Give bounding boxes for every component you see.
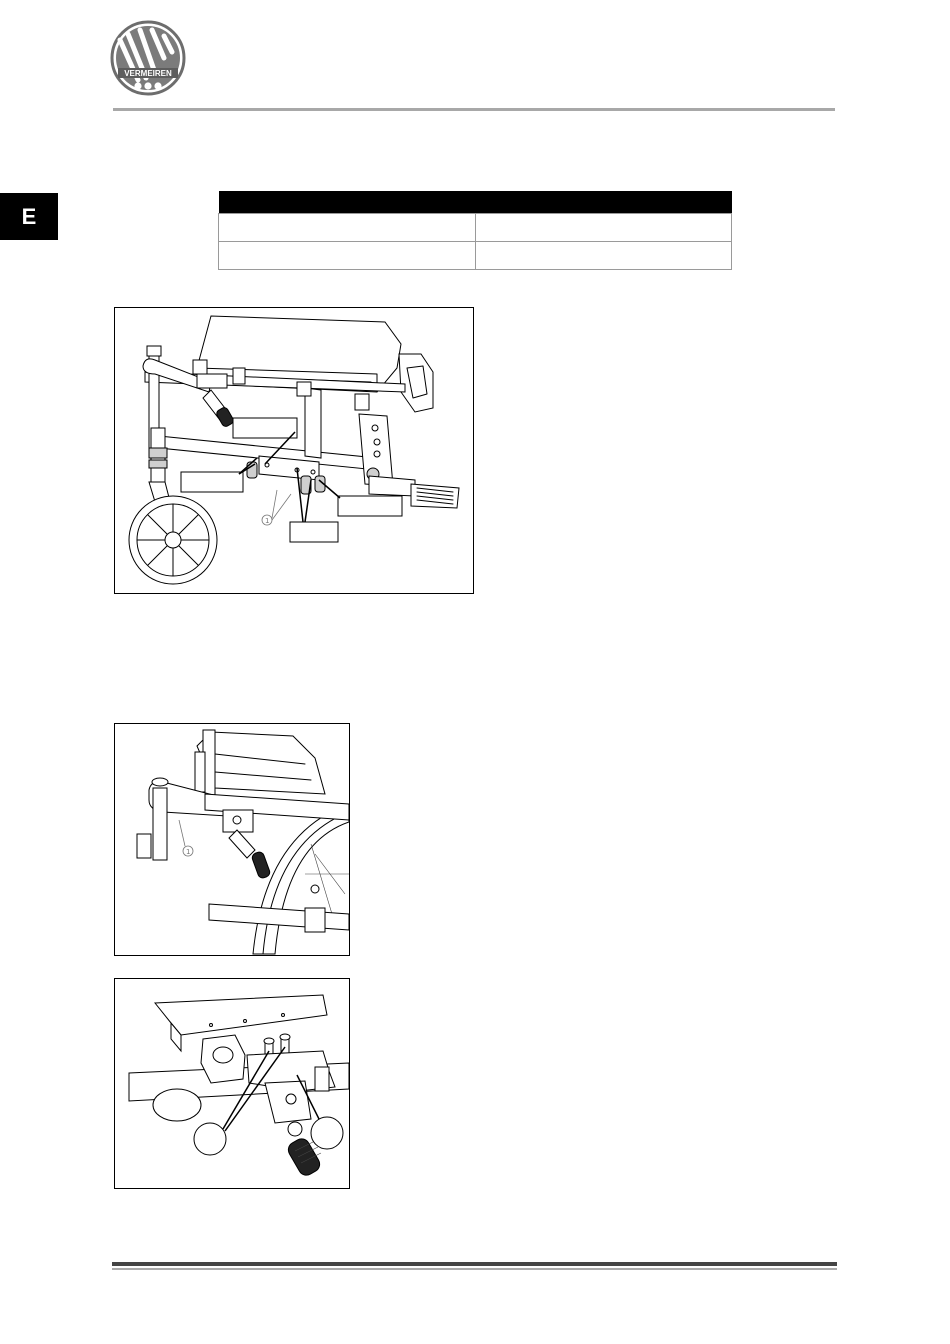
callout-box-left [181, 472, 243, 492]
language-tab: E [0, 193, 58, 240]
callout-box-top [233, 418, 297, 438]
spec-table-header [219, 191, 732, 214]
callout-circle-right [311, 1117, 343, 1149]
vermeiren-logo [110, 18, 186, 102]
table-cell [219, 214, 476, 242]
figure-marker-label: 1 [265, 517, 270, 525]
spec-header-cell [219, 191, 476, 214]
table-cell [475, 214, 732, 242]
table-row [219, 214, 732, 242]
figure-marker-label: 1 [186, 848, 191, 856]
footer-rule [112, 1262, 837, 1266]
figure-armrest-detail [114, 723, 350, 956]
spec-header-cell [475, 191, 732, 214]
footer-rule-shadow [112, 1268, 837, 1270]
figure-clamp-detail [114, 978, 350, 1189]
table-cell [475, 242, 732, 270]
svg-text:VERMEIREN: VERMEIREN [124, 69, 172, 78]
table-cell [219, 242, 476, 270]
callout-box-bottom [290, 522, 338, 542]
callout-box-right [338, 496, 402, 516]
figure-frame-assembly [114, 307, 474, 594]
spec-table [218, 191, 732, 270]
table-row [219, 242, 732, 270]
header-rule [113, 108, 835, 111]
callout-circle-left [194, 1123, 226, 1155]
